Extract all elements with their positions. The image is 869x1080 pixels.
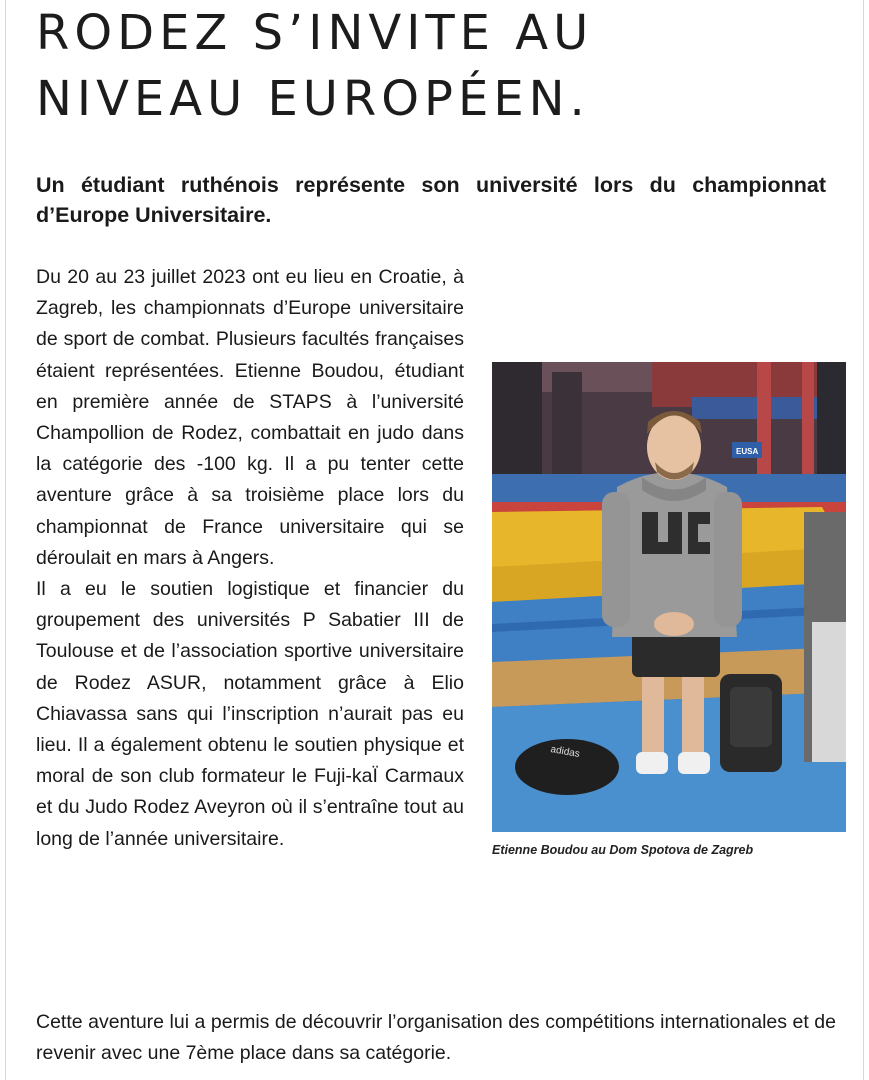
article-body: [36, 262, 464, 855]
article-title: [36, 0, 836, 132]
article-page: [6, 0, 863, 1080]
photo-bag-text: adidas: [549, 744, 581, 760]
title-line-1: RODEZ S’INVITE AU: [36, 5, 594, 61]
photo-banner-text: EUSA: [736, 447, 759, 456]
body-paragraph-1: Du 20 au 23 juillet 2023 ont eu lieu en Croatie, à Zagreb, les championnats d’Europe universitaire de sport de combat. Plusieurs facultés françaises étaient représentées. Etienne Boudou, étudiant en première année de STAPS à l’université Champollion de Rodez, combattait en judo dans la catégorie des -100 kg. Il a pu tenter cette aventure grâce à sa troisième place lors du championnat de France universitaire qui se déroulait en mars à Angers.: [36, 266, 464, 569]
body-paragraph-2: Il a eu le soutien logistique et financier du groupement des universités P Sabatier III de Toulouse et de l’association sportive universitaire de Rodez ASUR, notamment grâce à Elio Chiavassa sans qui l’inscription n’aurait pas eu lieu. Il a également obtenu le soutien physique et moral de son club formateur le Fuji-kaÏ Carmaux et du Judo Rodez Aveyron où il s’entraîne tout au long de l’année universitaire.: [36, 578, 464, 850]
photo-caption: Etienne Boudou au Dom Spotova de Zagreb: [492, 843, 754, 857]
article-lead: Un étudiant ruthénois représente son université lors du championnat d’Europe Universitaire.: [36, 173, 826, 227]
athlete-photo: [492, 362, 846, 832]
title-line-2: NIVEAU EUROPÉEN.: [36, 71, 590, 127]
article-closing: Cette aventure lui a permis de découvrir l’organisation des compétitions internationales et de revenir avec une 7ème place dans sa catégorie.: [36, 1011, 836, 1064]
